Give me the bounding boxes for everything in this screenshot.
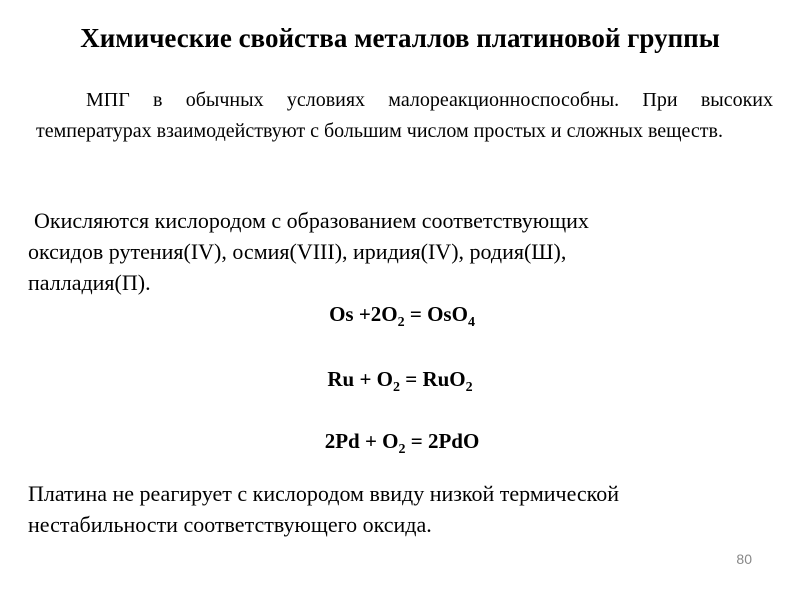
equation-palladium: $2Pd + O_2 = 2PdO$ <box>324 429 480 457</box>
oxidation-line-2: оксидов рутения(IV), осмия(VIII), иридия(IV), родия(Ш), <box>28 239 567 264</box>
page-number: 80 <box>736 551 752 567</box>
platinum-line-1: Платина не реагирует с кислородом ввиду низкой термической <box>28 481 620 506</box>
slide-title: Химические свойства металлов платиновой группы <box>80 23 720 53</box>
oxidation-line-1: Окисляются кислородом с образованием соответствующих <box>34 208 589 233</box>
oxidation-line-3: палладия(П). <box>28 270 151 295</box>
platinum-line-2: нестабильности соответствующего оксида. <box>28 512 432 537</box>
platinum-paragraph <box>28 478 768 540</box>
equation-ruthenium: $Ru + O_2 = RuO_2$ <box>327 367 473 395</box>
equation-osmium: $Os +2O_2 = OsO_4$ <box>329 302 475 330</box>
oxidation-paragraph <box>28 205 748 298</box>
intro-paragraph: МПГ в обычных условиях малореакционноспособны. При высоких температурах взаимодействуют с большим числом простых и сложных веществ. <box>36 89 773 142</box>
